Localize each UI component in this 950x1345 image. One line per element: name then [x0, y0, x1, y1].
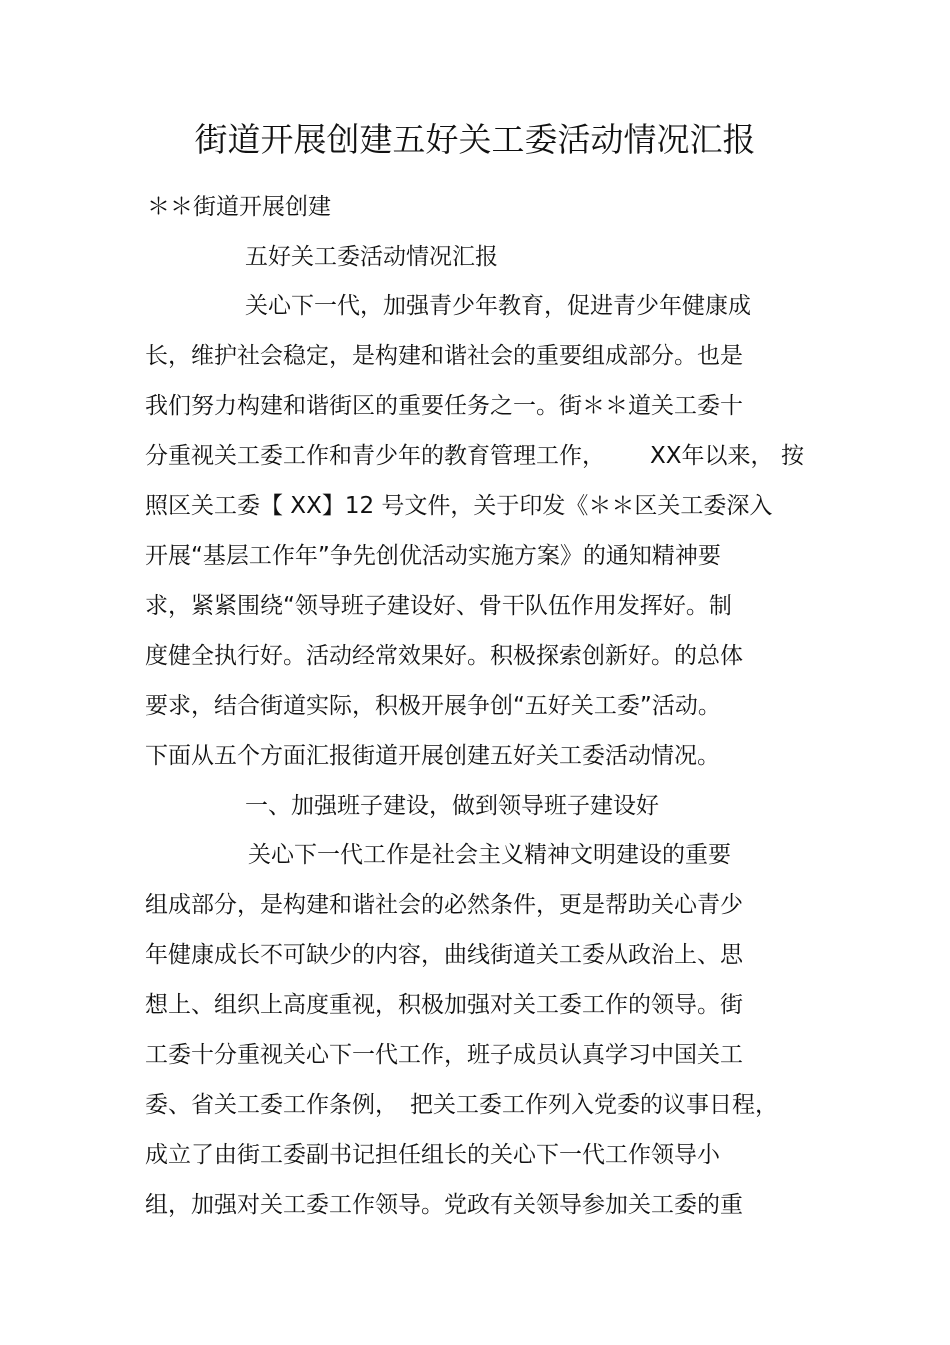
paragraph-line: 组成部分，是构建和谐社会的必然条件，更是帮助关心青少: [145, 892, 743, 918]
paragraph-line-fragment: 按: [781, 443, 804, 469]
paragraph-line: 委、省关工委工作条例，: [145, 1092, 398, 1118]
paragraph-line-fragment: XX年以来，: [650, 443, 774, 469]
paragraph-line: 长，维护社会稳定，是构建和谐社会的重要组成部分。也是: [145, 343, 743, 369]
paragraph-line: 组，加强对关工委工作领导。党政有关领导参加关工委的重: [145, 1192, 743, 1218]
paragraph-line: 开展“基层工作年”争先创优活动实施方案》的通知精神要: [145, 543, 721, 569]
section-heading: 一、加强班子建设，做到领导班子建设好: [245, 793, 659, 819]
paragraph-line: 度健全执行好。活动经常效果好。积极探索创新好。的总体: [145, 643, 743, 669]
paragraph-line: 成立了由街工委副书记担任组长的关心下一代工作领导小: [145, 1142, 720, 1168]
paragraph-line-fragment: 把关工委工作列入党委的议事日程，: [410, 1092, 778, 1118]
paragraph-line: 要求，结合街道实际，积极开展争创“五好关工委”活动。: [145, 693, 721, 719]
subtitle-line-1: ＊＊街道开展创建: [147, 194, 331, 220]
paragraph-line: 关心下一代工作是社会主义精神文明建设的重要: [248, 842, 731, 868]
paragraph-line: 我们努力构建和谐街区的重要任务之一。街＊＊道关工委十: [145, 393, 743, 419]
paragraph-line: 关心下一代，加强青少年教育，促进青少年健康成: [245, 293, 751, 319]
paragraph-line: 求，紧紧围绕“领导班子建设好、骨干队伍作用发挥好。制: [145, 593, 732, 619]
paragraph-line: 下面从五个方面汇报街道开展创建五好关工委活动情况。: [145, 743, 720, 769]
subtitle-line-2: 五好关工委活动情况汇报: [245, 244, 498, 270]
paragraph-line: 照区关工委【 XX】12 号文件，关于印发《＊＊区关工委深入: [145, 493, 773, 519]
document-title: 街道开展创建五好关工委活动情况汇报: [194, 120, 756, 159]
paragraph-line: 想上、组织上高度重视，积极加强对关工委工作的领导。街: [145, 992, 743, 1018]
paragraph-line: 分重视关工委工作和青少年的教育管理工作，: [145, 443, 605, 469]
paragraph-line: 年健康成长不可缺少的内容，曲线街道关工委从政治上、思: [145, 942, 743, 968]
paragraph-line: 工委十分重视关心下一代工作，班子成员认真学习中国关工: [145, 1042, 743, 1068]
